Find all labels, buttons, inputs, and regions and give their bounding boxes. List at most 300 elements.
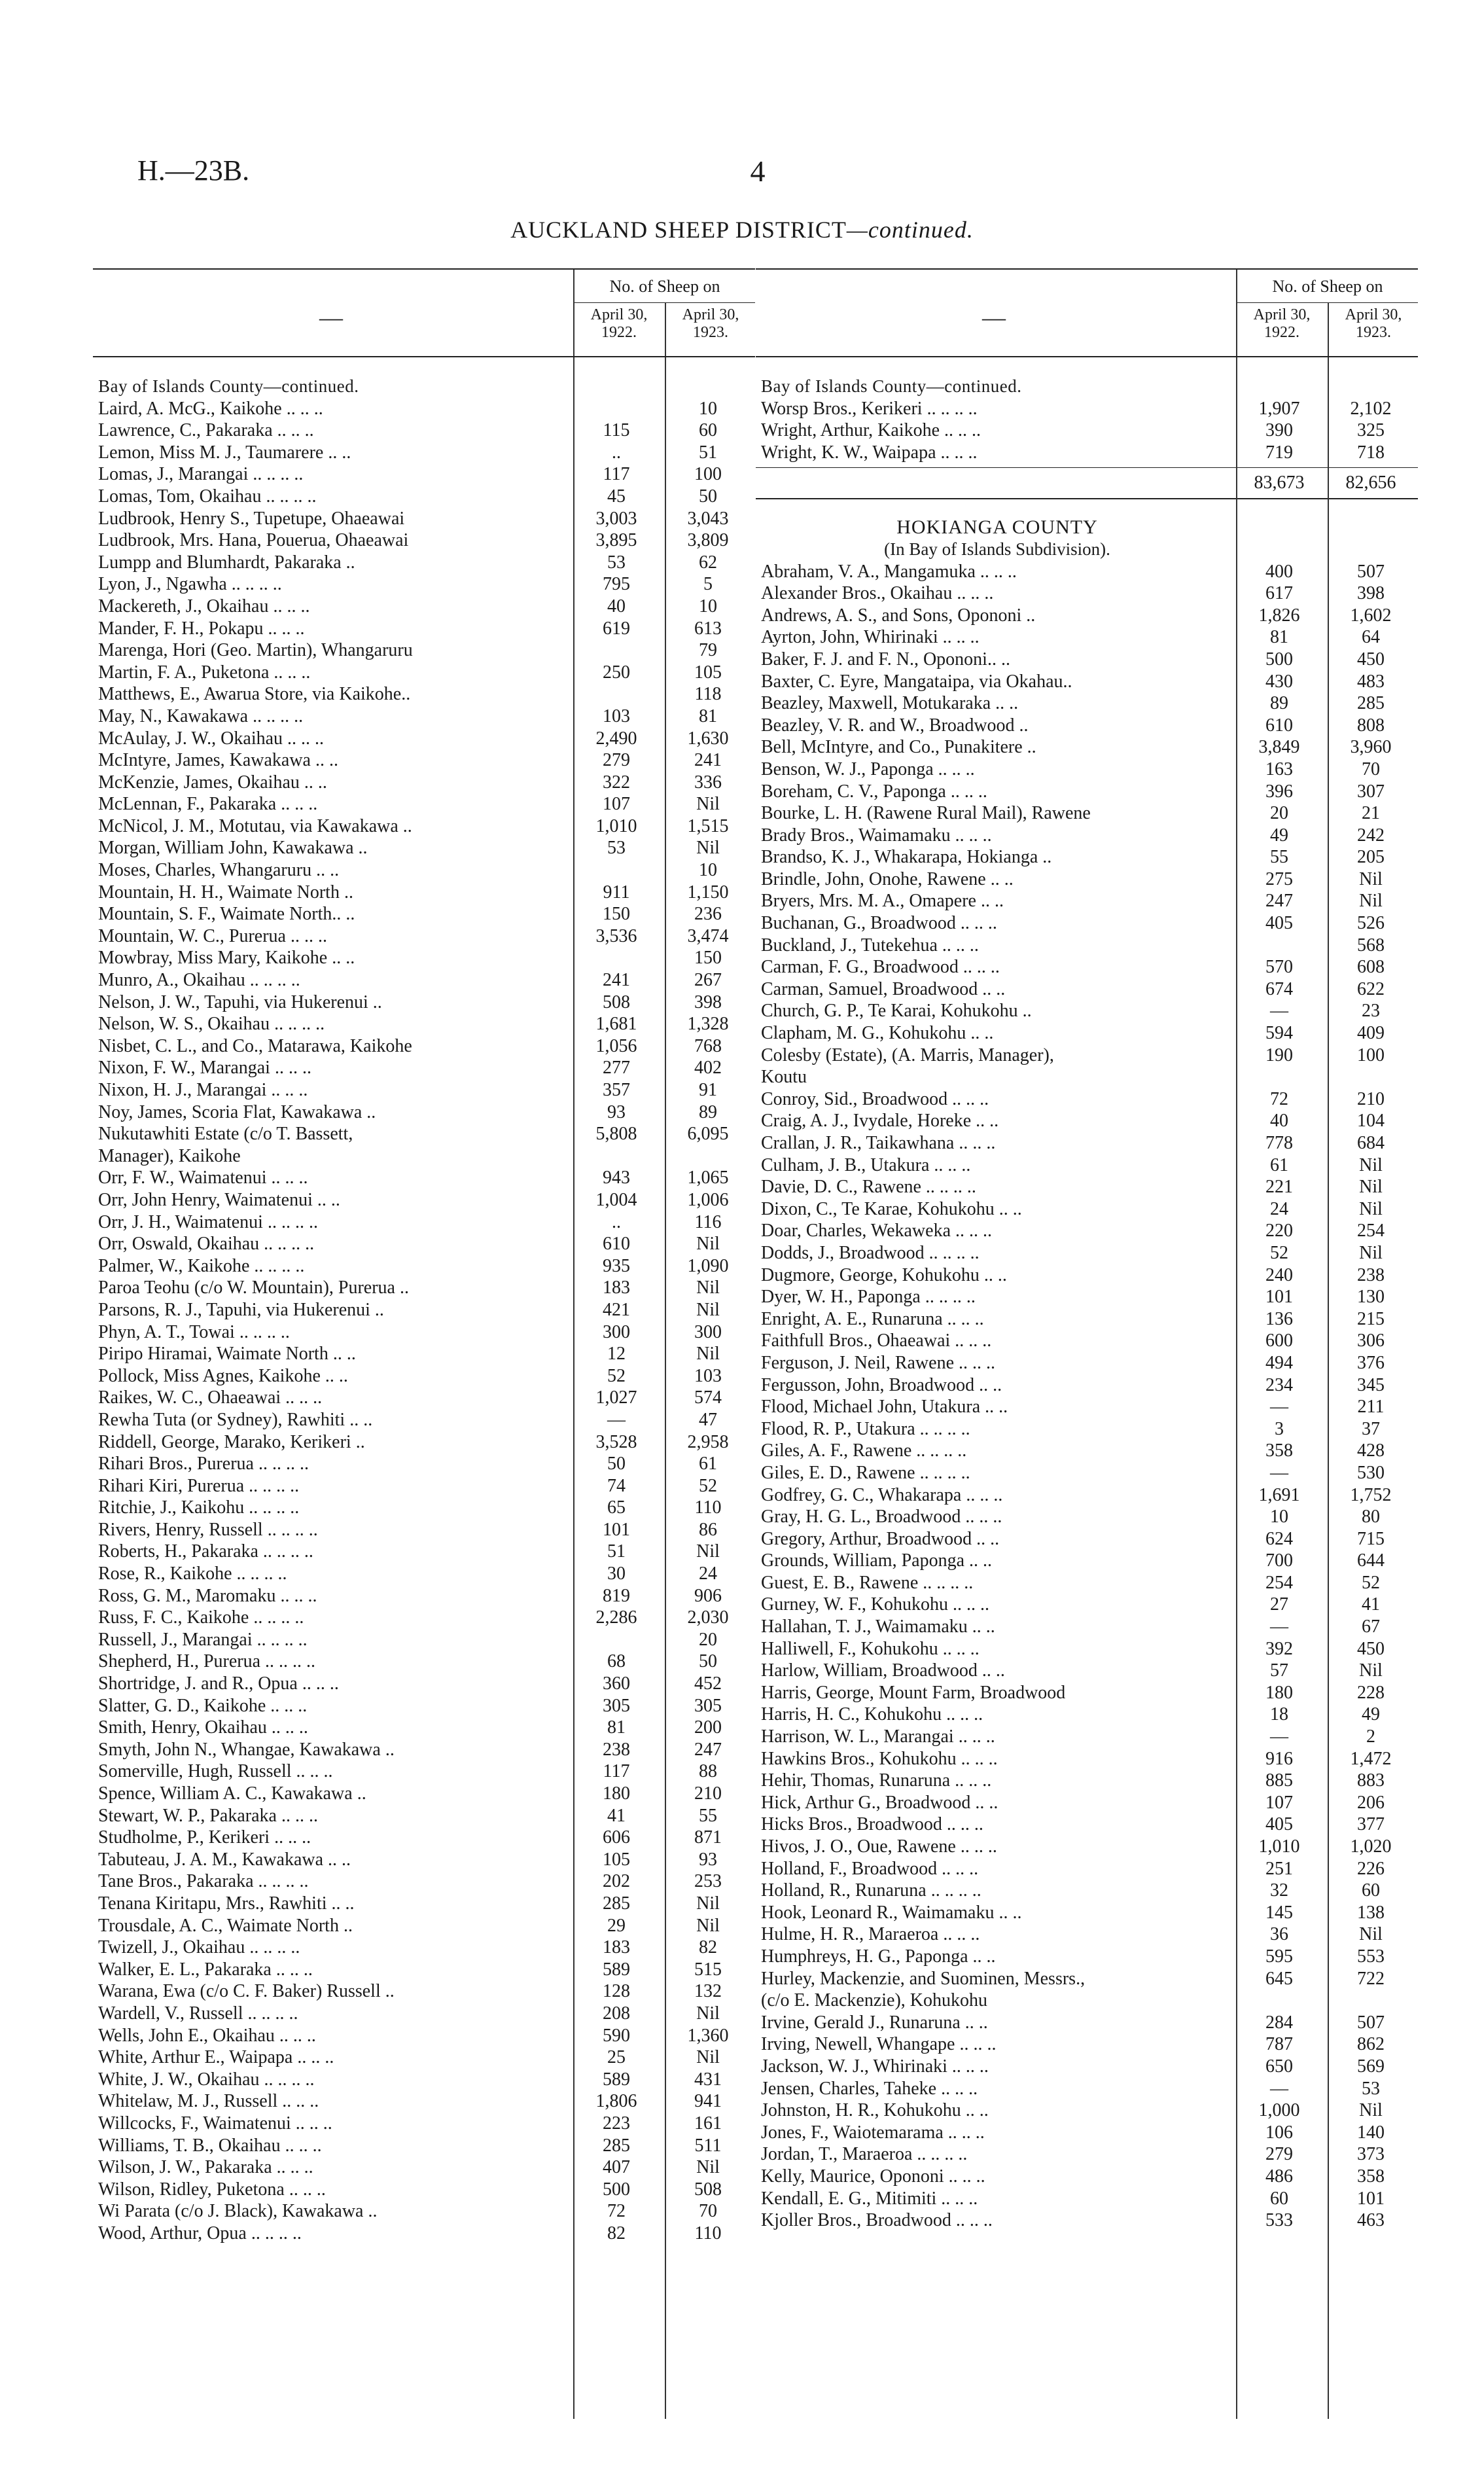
table-row [756, 1858, 1418, 1880]
sheep-1923: 1,090 [687, 1255, 729, 1276]
sheep-1923: 377 [1357, 1814, 1385, 1835]
owner-name: Whitelaw, M. J., Russell .. .. .. [98, 2091, 319, 2112]
sheep-1923: Nil [1359, 1924, 1383, 1945]
owner-name: Enright, A. E., Runaruna .. .. .. [761, 1308, 984, 1329]
sheep-1922: — [1270, 2078, 1288, 2099]
table-row [756, 1110, 1418, 1132]
subdivision-note [756, 539, 1418, 561]
sheep-1922: 220 [1265, 1221, 1293, 1242]
sheep-1923: Nil [1359, 891, 1383, 912]
header-dash: — [982, 304, 1006, 331]
owner-name: Bryers, Mrs. M. A., Omapere .. .. [761, 891, 1004, 912]
sheep-1923: 80 [1362, 1507, 1380, 1528]
owner-name: Godfrey, G. C., Whakarapa .. .. .. [761, 1484, 1003, 1505]
table-row [756, 2122, 1418, 2144]
sheep-1922: 72 [1270, 1088, 1288, 1109]
sheep-1923: 60 [699, 420, 717, 441]
sheep-1922: 1,681 [595, 1014, 637, 1035]
sheep-1923: Nil [696, 1915, 720, 1936]
sheep-1923: 307 [1357, 781, 1385, 802]
owner-name: Lumpp and Blumhardt, Pakaraka .. [98, 552, 355, 573]
sheep-1923: 305 [694, 1695, 722, 1716]
sheep-1922: 1,010 [595, 815, 637, 836]
sheep-1922: 645 [1265, 1968, 1293, 1989]
table-row [756, 1462, 1418, 1484]
table-row [756, 582, 1418, 605]
owner-name: Wright, K. W., Waipapa .. .. .. [761, 442, 978, 463]
table-row [93, 618, 755, 640]
page-number: 4 [750, 154, 766, 188]
owner-name: White, Arthur E., Waipapa .. .. .. [98, 2047, 334, 2068]
owner-name: Jordan, T., Maraeroa .. .. .. .. [761, 2144, 968, 2165]
header-col-1922-line2: 1922. [601, 324, 637, 341]
table-row [756, 1968, 1418, 1990]
table-row [93, 1739, 755, 1761]
sheep-1922: — [1270, 1001, 1288, 1022]
left-table-header [93, 268, 755, 357]
owner-name: Andrews, A. S., and Sons, Opononi .. [761, 605, 1036, 626]
sheep-1922: 396 [1265, 781, 1293, 802]
sheep-1923: 463 [1357, 2210, 1385, 2231]
owner-name: Alexander Bros., Okaihau .. .. .. [761, 583, 994, 604]
sheep-1922: — [1270, 1397, 1288, 1418]
sheep-1923: 82 [699, 1937, 717, 1958]
sheep-1923: 1,006 [687, 1189, 729, 1210]
sheep-1922: 619 [603, 618, 630, 639]
owner-name: Warana, Ewa (c/o C. F. Baker) Russell .. [98, 1981, 395, 2002]
table-row [756, 2100, 1418, 2122]
sheep-1922 [571, 398, 662, 420]
sheep-1922: — [607, 1409, 626, 1430]
table-row [93, 1870, 755, 1893]
table-row [756, 1022, 1418, 1045]
table-row [756, 2078, 1418, 2100]
sheep-1923: 768 [694, 1035, 722, 1056]
left-table [93, 268, 755, 2244]
sheep-1923: 61 [699, 1454, 717, 1474]
owner-name: Fergusson, John, Broadwood .. .. [761, 1374, 1002, 1395]
header-col-1923-line2: 1923. [693, 324, 728, 341]
sheep-1923: 511 [694, 2135, 722, 2156]
owner-name: Crallan, J. R., Taikawhana .. .. .. [761, 1133, 996, 1153]
owner-name: Moses, Charles, Whangaruru .. .. [98, 860, 340, 881]
sheep-1922: 40 [607, 596, 626, 616]
sheep-1923: 130 [1357, 1287, 1385, 1308]
sheep-1923: 81 [699, 706, 717, 726]
sheep-1922: 12 [607, 1344, 626, 1365]
sheep-1922: 3,528 [595, 1431, 637, 1452]
sheep-1923: 20 [699, 1629, 717, 1650]
sheep-1923: 238 [1357, 1264, 1385, 1285]
sheep-1922: 53 [607, 552, 626, 573]
sheep-1923: 398 [1357, 583, 1385, 604]
table-row [93, 508, 755, 530]
sheep-1922: 208 [603, 2003, 630, 2024]
sheep-1922: 300 [603, 1321, 630, 1342]
table-row [93, 947, 755, 969]
table-row [756, 890, 1418, 912]
owner-name: Phyn, A. T., Towai .. .. .. .. [98, 1321, 290, 1342]
owner-name: Hawkins Bros., Kohukohu .. .. .. [761, 1748, 998, 1769]
owner-name: Rivers, Henry, Russell .. .. .. .. [98, 1519, 318, 1540]
sheep-1923: Nil [696, 838, 720, 859]
sheep-1923: Nil [1359, 2100, 1383, 2121]
sheep-1922: 2,286 [595, 1607, 637, 1628]
owner-name: Tenana Kiritapu, Mrs., Rawhiti .. .. [98, 1893, 355, 1914]
table-row [756, 1638, 1418, 1660]
table-row [93, 2179, 755, 2201]
sheep-1923: Nil [696, 1278, 720, 1298]
owner-name: McLennan, F., Pakaraka .. .. .. [98, 794, 318, 815]
table-row [93, 2156, 755, 2179]
sheep-1923: 1,328 [687, 1014, 729, 1035]
table-row [93, 463, 755, 486]
sheep-1922: 885 [1265, 1770, 1293, 1791]
table-row [93, 1453, 755, 1475]
table-row [93, 1629, 755, 1651]
sheep-1922: 1,806 [595, 2091, 637, 2112]
sheep-1922 [1233, 1066, 1325, 1088]
owner-name: Nelson, W. S., Okaihau .. .. .. .. [98, 1014, 325, 1035]
owner-name: Russ, F. C., Kaikohe .. .. .. .. [98, 1607, 304, 1628]
sheep-1922: 223 [603, 2113, 630, 2134]
table-row [756, 605, 1418, 627]
sheep-1923: 110 [694, 2223, 722, 2243]
table-row [756, 2166, 1418, 2188]
sheep-1923: 110 [694, 1497, 722, 1518]
sheep-1923: 613 [694, 618, 722, 639]
owner-name: Mountain, W. C., Purerua .. .. .. [98, 925, 327, 946]
table-row [756, 1286, 1418, 1308]
subtotal-1923: 82,656 [1345, 473, 1396, 493]
table-row [756, 420, 1418, 442]
sheep-1922: 360 [603, 1673, 630, 1694]
sheep-1923: 553 [1357, 1946, 1385, 1967]
sheep-1923: 530 [1357, 1462, 1385, 1483]
sheep-1923 [662, 1145, 754, 1168]
sheep-1922: 254 [1265, 1572, 1293, 1593]
table-row [93, 1431, 755, 1454]
section-heading [93, 376, 755, 398]
table-row [93, 1585, 755, 1607]
owner-name: Brindle, John, Onohe, Rawene .. .. [761, 868, 1014, 889]
owner-name: Wi Parata (c/o J. Black), Kawakawa .. [98, 2201, 378, 2222]
county-title: HOKIANGA COUNTY [896, 516, 1098, 539]
owner-name: McIntyre, James, Kawakawa .. .. [98, 750, 338, 771]
sheep-1922: 221 [1265, 1177, 1293, 1198]
owner-name: Harrison, W. L., Marangai .. .. .. [761, 1726, 995, 1747]
owner-name: Flood, R. P., Utakura .. .. .. .. [761, 1418, 970, 1439]
sheep-1923: 150 [694, 948, 722, 969]
owner-name: Hurley, Mackenzie, and Suominen, Messrs., [761, 1968, 1086, 1989]
table-row [93, 1101, 755, 1124]
owner-name: Clapham, M. G., Kohukohu .. .. [761, 1023, 994, 1044]
owner-name: Shortridge, J. and R., Opua .. .. .. [98, 1673, 339, 1694]
sheep-1923: 450 [1357, 1638, 1385, 1659]
sheep-1922: 911 [603, 882, 630, 902]
owner-name: Williams, T. B., Okaihau .. .. .. [98, 2135, 322, 2156]
table-row [756, 1088, 1418, 1111]
sheep-1923: 210 [1357, 1088, 1385, 1109]
sheep-1922: 1,027 [595, 1387, 637, 1408]
sheep-1923: 1,752 [1350, 1484, 1392, 1505]
sheep-1922 [571, 947, 662, 969]
sheep-1923: 1,360 [687, 2025, 729, 2046]
owner-name: Kelly, Maurice, Opononi .. .. .. [761, 2166, 985, 2187]
sheep-1922: 136 [1265, 1308, 1293, 1329]
sheep-1922: 500 [1265, 649, 1293, 670]
sheep-1922: 115 [603, 420, 630, 441]
owner-name: Buckland, J., Tutekehua .. .. .. [761, 935, 979, 956]
sheep-1922: 570 [1265, 957, 1293, 978]
sheep-1923: 722 [1357, 1968, 1385, 1989]
table-row [93, 1211, 755, 1234]
sheep-1923: 402 [694, 1058, 722, 1079]
sheep-1922: 50 [607, 1454, 626, 1474]
sheep-1923: 37 [1362, 1418, 1380, 1439]
header-divider [573, 270, 574, 356]
sheep-1923: 200 [694, 1717, 722, 1738]
sheep-1922: 285 [603, 1893, 630, 1914]
table-row [93, 969, 755, 992]
table-row [93, 639, 755, 662]
sheep-1923: 2,958 [687, 1431, 729, 1452]
owner-name: Parsons, R. J., Tapuhi, via Hukerenui .. [98, 1299, 384, 1320]
sheep-1923: 67 [1362, 1617, 1380, 1637]
sheep-1923: 428 [1357, 1440, 1385, 1461]
owner-name: Dugmore, George, Kohukohu .. .. [761, 1264, 1007, 1285]
sheep-1923: 210 [694, 1783, 722, 1804]
sheep-1922: 650 [1265, 2056, 1293, 2077]
owner-name: Colesby (Estate), (A. Marris, Manager), [761, 1045, 1054, 1065]
sheep-1923: 1,065 [687, 1168, 729, 1188]
sheep-1923: 52 [1362, 1572, 1380, 1593]
sheep-1922: 617 [1265, 583, 1293, 604]
table-row [93, 728, 755, 750]
sheep-1923: 568 [1357, 935, 1385, 956]
table-row [93, 1145, 755, 1168]
owner-name: Hulme, H. R., Maraeroa .. .. .. [761, 1924, 980, 1945]
table-row [93, 1035, 755, 1058]
sheep-1922: 32 [1270, 1880, 1288, 1901]
table-row [756, 1616, 1418, 1638]
sheep-1922: 107 [1265, 1792, 1293, 1813]
sheep-1922: 234 [1265, 1374, 1293, 1395]
sheep-1922: 3,003 [595, 508, 637, 529]
sheep-1923: 2,102 [1350, 398, 1392, 419]
table-row [756, 2188, 1418, 2210]
table-row [756, 2209, 1418, 2232]
owner-name: Piripo Hiramai, Waimate North .. .. [98, 1344, 356, 1365]
table-row [93, 1827, 755, 1849]
owner-name: Noy, James, Scoria Flat, Kawakawa .. [98, 1101, 376, 1122]
table-row [756, 1352, 1418, 1374]
owner-name: Johnston, H. R., Kohukohu .. .. [761, 2100, 989, 2121]
sheep-1922: — [1270, 1617, 1288, 1637]
owner-name: Marenga, Hori (Geo. Martin), Whangaruru [98, 640, 413, 661]
sheep-1923: 515 [694, 1959, 722, 1980]
owner-name: Palmer, W., Kaikohe .. .. .. .. [98, 1255, 305, 1276]
sheep-1922: 30 [607, 1564, 626, 1584]
sheep-1923: 23 [1362, 1001, 1380, 1022]
sheep-1923: Nil [1359, 1242, 1383, 1263]
sheep-1922: 240 [1265, 1264, 1293, 1285]
sheep-1922: 101 [1265, 1287, 1293, 1308]
sheep-1922: 117 [603, 464, 630, 485]
table-row [756, 1770, 1418, 1792]
table-row [756, 442, 1418, 464]
sheep-1923: 941 [694, 2091, 722, 2112]
sheep-1923: Nil [1359, 1660, 1383, 1681]
table-row [756, 1682, 1418, 1704]
sheep-1923: 138 [1357, 1902, 1385, 1923]
table-row [756, 1660, 1418, 1682]
sheep-1923: 376 [1357, 1352, 1385, 1373]
sheep-1922: 533 [1265, 2210, 1293, 2231]
sheep-1922: 610 [1265, 715, 1293, 736]
sheep-1922: 305 [603, 1695, 630, 1716]
sheep-1922: 5,808 [595, 1124, 637, 1145]
owner-name: Koutu [761, 1067, 807, 1088]
table-row [93, 1475, 755, 1497]
sheep-1922: 594 [1265, 1023, 1293, 1044]
sheep-1922 [1233, 1990, 1325, 2012]
table-row [756, 759, 1418, 781]
sheep-1922: 3,536 [595, 925, 637, 946]
table-row [756, 1220, 1418, 1242]
table-row [756, 1836, 1418, 1858]
owner-name: Bell, McIntyre, and Co., Punakitere .. [761, 737, 1036, 758]
owner-name: Orr, J. H., Waimatenui .. .. .. .. [98, 1211, 318, 1232]
sheep-1923: Nil [1359, 1177, 1383, 1198]
sheep-1922: 53 [607, 838, 626, 859]
owner-name: Munro, A., Okaihau .. .. .. .. [98, 970, 300, 991]
sheep-1923: 507 [1357, 2012, 1385, 2033]
owner-name: Jones, F., Waiotemarama .. .. .. [761, 2122, 985, 2143]
sheep-1922: 3,895 [595, 530, 637, 551]
table-row [93, 1189, 755, 1211]
sheep-1922: 508 [603, 992, 630, 1012]
sheep-1923: 247 [694, 1739, 722, 1760]
sheep-1922: 89 [1270, 693, 1288, 714]
sheep-1922: 107 [603, 794, 630, 815]
sheep-1922: .. [612, 442, 621, 463]
sheep-1922: 700 [1265, 1550, 1293, 1571]
title-suffix: —continued. [846, 217, 974, 243]
sheep-1922: 52 [607, 1365, 626, 1386]
table-row [756, 802, 1418, 825]
sheep-1923: 226 [1357, 1858, 1385, 1879]
owner-name: Giles, E. D., Rawene .. .. .. .. [761, 1462, 970, 1483]
sheep-1923: Nil [1359, 868, 1383, 889]
table-row [93, 772, 755, 794]
table-row [93, 1805, 755, 1827]
sheep-1922: 624 [1265, 1528, 1293, 1549]
table-row [93, 1387, 755, 1409]
sheep-1923: 10 [699, 398, 717, 419]
sheep-1922: 610 [603, 1234, 630, 1255]
sheep-1923: 409 [1357, 1023, 1385, 1044]
table-row [93, 420, 755, 442]
sheep-1922: 101 [603, 1519, 630, 1540]
sheep-1922: 49 [1270, 825, 1288, 846]
title-main: AUCKLAND SHEEP DISTRICT [510, 217, 847, 243]
table-row [756, 1792, 1418, 1814]
table-row [93, 1980, 755, 2003]
left-table-body [93, 357, 755, 2244]
sheep-1922: 74 [607, 1475, 626, 1496]
sheep-1922 [571, 683, 662, 706]
header-col-1923-line1: April 30, [682, 306, 739, 323]
sheep-1922 [571, 1629, 662, 1651]
sheep-1923: 215 [1357, 1308, 1385, 1329]
table-row [756, 1923, 1418, 1946]
sheep-1923: 300 [694, 1321, 722, 1342]
sheep-1922: 285 [603, 2135, 630, 2156]
sheep-1922: 247 [1265, 891, 1293, 912]
table-row [93, 1651, 755, 1673]
owner-name: Humphreys, H. G., Paponga .. .. [761, 1946, 996, 1967]
sheep-1922: 60 [1270, 2188, 1288, 2209]
owner-name: Abraham, V. A., Mangamuka .. .. .. [761, 561, 1017, 582]
sheep-1923: 236 [694, 904, 722, 925]
sheep-1923: 103 [694, 1365, 722, 1386]
owner-name: Ferguson, J. Neil, Rawene .. .. .. [761, 1352, 995, 1373]
owner-name: Hook, Leonard R., Waimamaku .. .. [761, 1902, 1022, 1923]
table-row [93, 1365, 755, 1387]
owner-name: Ritchie, J., Kaikohu .. .. .. .. [98, 1497, 300, 1518]
table-row [93, 1849, 755, 1871]
sheep-1923: 3,960 [1350, 737, 1392, 758]
table-row [756, 846, 1418, 868]
sheep-1922: 25 [607, 2047, 626, 2068]
table-row [756, 1000, 1418, 1022]
owner-name: Jackson, W. J., Whirinaki .. .. .. [761, 2056, 989, 2077]
sheep-1923: 24 [699, 1564, 717, 1584]
sheep-1923: 10 [699, 596, 717, 616]
table-row [93, 398, 755, 420]
table-row [93, 552, 755, 574]
table-row [93, 1321, 755, 1344]
header-divider [665, 302, 666, 356]
owner-name: Laird, A. McG., Kaikohe .. .. .. [98, 398, 323, 419]
sheep-1923: 508 [694, 2179, 722, 2200]
sheep-1922: 1,056 [595, 1035, 637, 1056]
owner-name: McNicol, J. M., Motutau, via Kawakawa .. [98, 815, 412, 836]
sheep-1923: 116 [694, 1211, 722, 1232]
owner-name: Orr, Oswald, Okaihau .. .. .. .. [98, 1234, 315, 1255]
table-row [756, 1396, 1418, 1418]
sheep-1922: 275 [1265, 868, 1293, 889]
owner-name: Beazley, V. R. and W., Broadwood .. [761, 715, 1029, 736]
table-row [756, 398, 1418, 420]
sheep-1923: 211 [1357, 1397, 1385, 1418]
sheep-1923: 569 [1357, 2056, 1385, 2077]
owner-name: Culham, J. B., Utakura .. .. .. [761, 1154, 971, 1175]
sheep-1923: 3,809 [687, 530, 729, 551]
sheep-1922: 719 [1265, 442, 1293, 463]
sheep-1923: 62 [699, 552, 717, 573]
table-row [756, 2012, 1418, 2034]
sheep-1923: 55 [699, 1805, 717, 1826]
table-row [93, 2200, 755, 2223]
sheep-1922: 3,849 [1258, 737, 1300, 758]
sheep-1922: 1,010 [1258, 1836, 1300, 1857]
sheep-1922: 61 [1270, 1154, 1288, 1175]
header-col-1922 [574, 306, 663, 342]
sheep-1923: 53 [1362, 2078, 1380, 2099]
owner-name: Tane Bros., Pakaraka .. .. .. .. [98, 1871, 309, 1892]
